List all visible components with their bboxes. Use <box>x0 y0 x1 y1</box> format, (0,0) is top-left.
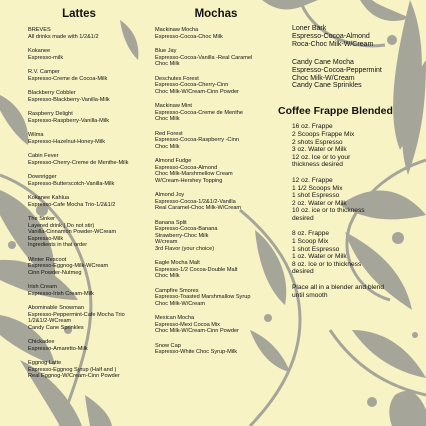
recipe-line: Espresso-Amaretto-Milk <box>28 345 88 352</box>
drink-name: Winter Rescoot <box>28 256 67 263</box>
mochas-continued-list <box>292 25 422 90</box>
drink-name: Blackberry Cobbler <box>28 90 76 96</box>
recipe-line: Espresso-Hazelnut-Honey-Milk <box>28 138 106 145</box>
drink-name: Deschutes Forest <box>155 75 199 82</box>
recipe-line: Choc Milk <box>155 273 180 279</box>
latte-item <box>28 132 148 145</box>
recipe-line: Espresso-Toasted Marshmallow Syrup <box>155 294 251 300</box>
recipe-line: Espresso-Milk <box>28 235 64 242</box>
latte-item <box>28 174 148 187</box>
recipe-line: Espresso-Irish Cream-Milk <box>28 290 94 297</box>
recipe-line: Roca-Choc Milk-W/Cream <box>292 40 374 48</box>
frappe-title: Coffee Frappe Blended <box>278 105 393 118</box>
recipe-line: Real Eggnog-W/Cream-Cinn Powder <box>28 373 120 379</box>
recipe-line: 1 shot Espresso <box>292 192 340 200</box>
drink-name: Loner Bark <box>292 25 327 32</box>
recipe-line: Vanilla-Cinnamon Powder-WCream <box>28 229 117 235</box>
mochas-column <box>155 8 277 364</box>
recipe-line: Espresso-Cocoa-Peppermint <box>292 66 382 74</box>
recipe-line: 12 oz. Ice or to your <box>292 153 351 161</box>
recipe-line: Espresso-Cocoa-Almond <box>292 32 370 40</box>
recipe-line: Espresso-Cocoa-Almond <box>155 164 218 171</box>
latte-item <box>28 69 148 82</box>
mochas-title: Mochas <box>194 8 238 20</box>
recipe-line: 10 oz. ice or to thickness <box>292 207 365 215</box>
recipe-line: 1 oz. Water or Milk <box>292 253 347 261</box>
recipe-line: 3 oz. Water or Milk <box>292 146 347 154</box>
recipe-line: Espresso-Cocoa-Vanilla -Real Caramel <box>155 54 253 61</box>
latte-item <box>28 305 148 331</box>
drink-name: Raspberry Delight <box>28 111 73 117</box>
latte-item <box>28 48 148 61</box>
recipe-line: Espresso-Eggnog Syrup (Half and ) <box>28 366 117 373</box>
frappe-recipe <box>292 177 422 223</box>
drink-name: Place all in a blender and blend <box>292 284 385 292</box>
recipe-line: 1 Scoop Mix <box>292 238 329 246</box>
drink-name: Candy Cane Mocha <box>292 58 354 66</box>
recipe-line: Espresso-Cocoa-Creme de Menthe <box>155 109 243 116</box>
mocha-item <box>155 158 277 184</box>
recipe-line: Choc Milk-W/Cream-Cinn Powder <box>155 88 239 95</box>
drink-name: Cabin Fever <box>28 153 59 159</box>
latte-item <box>28 90 148 103</box>
drink-name: Downrigger <box>28 174 57 180</box>
drink-name: Mexican Mocha <box>155 315 195 321</box>
recipe-line: Espresso-milk <box>28 54 64 61</box>
latte-item <box>28 195 148 208</box>
latte-item <box>28 284 148 297</box>
mocha-item <box>155 288 277 308</box>
recipe-line: Espresso-Raspberry-Vanilla-Milk <box>28 117 110 124</box>
recipe-line: 2 Scoops Frappe Mix <box>292 130 355 138</box>
recipe-line: W/cream <box>155 239 178 245</box>
recipe-line: Strawberry-Choc Milk <box>155 232 209 239</box>
recipe-line: Espresso-Blackberry-Vanilla-Milk <box>28 96 110 103</box>
recipe-line: thickness desired <box>292 161 343 169</box>
recipe-line: Choc Milk-Marshmellow Cream <box>155 171 233 177</box>
latte-item <box>28 153 148 166</box>
recipe-line: desired <box>292 268 314 276</box>
recipe-line: Layered drink ( Do not stir) <box>28 222 95 229</box>
lattes-title: Lattes <box>62 8 96 20</box>
recipe-line: Espresso-White Choc Syrup-Milk <box>155 349 238 355</box>
recipe-line: Espresso-Cafe Mocha Trio-1/2&1/2 <box>28 201 116 208</box>
recipe-line: 1 1/2 Scoops Mix <box>292 184 343 192</box>
drink-name: Irish Cream <box>28 284 57 290</box>
latte-item <box>28 257 148 277</box>
drink-name: Chickadee <box>28 339 55 345</box>
drink-name: Eagle Mocha Malt <box>155 260 200 266</box>
recipe-line: 8 oz. Ice or to thickness <box>292 260 362 268</box>
recipe-line: until smooth <box>292 291 328 299</box>
recipe-line: Espresso-Cocoa-Choc Milk <box>155 33 223 40</box>
recipe-line: Espresso-1/2 Cocoa-Double Malt <box>155 266 238 273</box>
drink-name: R.V. Camper <box>28 69 60 75</box>
recipe-line: Choc Milk-W/Cream <box>292 74 355 82</box>
latte-item <box>28 27 148 40</box>
recipe-line: Choc Milk <box>155 116 180 122</box>
latte-item <box>28 216 148 249</box>
mocha-item <box>155 131 277 151</box>
drink-name: 16 oz. Frappe <box>292 123 333 131</box>
frappe-recipe <box>292 123 422 169</box>
recipe-line: Real Caramel-Choc Milk-W/Cream <box>155 205 242 211</box>
recipe-line: Choc Milk-W/Cream <box>155 300 206 307</box>
lattes-list <box>28 27 148 380</box>
mocha-item <box>155 315 277 335</box>
mocha-item <box>155 192 277 212</box>
mocha-item <box>155 76 277 96</box>
drink-name: Kokanee Kahlua <box>28 195 70 201</box>
recipe-line: Espresso-Peppermint-Cafe Mocha Trio <box>28 311 125 318</box>
recipe-line: Espresso-Cocoa-Raspberry -Cinn <box>155 137 239 143</box>
recipe-line: 2 oz. Water or Milk <box>292 199 347 207</box>
recipe-line: 1 shot Espresso <box>292 245 340 253</box>
drink-name: 8 oz. Frappe <box>292 230 330 238</box>
recipe-line: W/Cream-Hershey Topping <box>155 177 223 184</box>
latte-item <box>28 339 148 352</box>
recipe-line: Espresso-Cocoa-Cherry-Cinn <box>155 82 229 88</box>
recipe-line: Espresso-Cherry-Creme de Menthe-Milk <box>28 159 129 166</box>
recipe-line: Espresso-Butterscotch-Vanilla-Milk <box>28 180 115 187</box>
recipe-line: Espresso-Creme de Cocoa-Milk <box>28 75 108 82</box>
drink-name: Almond Fudge <box>155 158 192 164</box>
mocha-item <box>155 260 277 280</box>
recipe-line: Choc Milk <box>155 61 180 67</box>
recipe-line: Espresso-Cocoa-1/2&1/2-Vanilla <box>155 198 236 205</box>
drink-name: Campfire Smores <box>155 287 199 294</box>
drink-name: Banana Split <box>155 219 187 226</box>
drink-name: Abominable Snowman <box>28 305 84 311</box>
mocha-item <box>292 25 422 49</box>
recipe-line: Espresso-Mexi Cocoa Mix <box>155 321 220 328</box>
recipe-line: desired <box>292 214 314 222</box>
mocha-item <box>155 220 277 253</box>
recipe-line: 3rd Flavor (your choice) <box>155 245 215 252</box>
recipe-line: 2 shots Espresso <box>292 138 343 146</box>
recipe-line: Candy Cane Sprinkles <box>292 82 362 90</box>
recipe-line: Choc Milk <box>155 143 180 150</box>
recipe-line: Ingredients in that order <box>28 242 88 248</box>
drink-name: Mackinaw Mint <box>155 103 192 109</box>
frappe-recipe <box>292 230 422 276</box>
recipe-line: Cinn Powder-Nutmeg <box>28 269 82 276</box>
recipe-line: Espresso-Eggnog-Milk-WCream <box>28 263 109 269</box>
drink-name: Red Forest <box>155 130 183 137</box>
drink-name: Blue Jay <box>155 48 177 54</box>
mochas-list <box>155 27 277 356</box>
mocha-item <box>292 59 422 91</box>
recipe-line: Candy Cane Sprinkles <box>28 324 84 331</box>
recipe-line: Espresso-Cocoa-Banana <box>155 226 218 232</box>
drink-name: 12 oz. Frappe <box>292 176 333 184</box>
right-column <box>278 8 422 307</box>
drink-name: Wilma <box>28 132 44 138</box>
drink-name: BREVES <box>28 27 51 33</box>
drink-name: Eggnog Latte <box>28 360 62 366</box>
recipe-line: 1/2&1/2-WCream <box>28 318 72 324</box>
recipe-line: Choc Milk-W/Cream-Cinn Powder <box>155 328 239 334</box>
drink-name: Snow Cap <box>155 342 181 349</box>
lattes-column <box>28 8 148 388</box>
mocha-item <box>155 103 277 123</box>
latte-item <box>28 360 148 380</box>
frappe-recipe <box>292 284 422 299</box>
drink-name: The Sinker <box>28 216 56 222</box>
drink-name: Kokanee <box>28 48 51 54</box>
drink-name: Almond Joy <box>155 192 185 198</box>
mocha-item <box>155 27 277 40</box>
mocha-item <box>155 48 277 68</box>
recipe-line: All drinks made with 1/2&1/2 <box>28 33 99 40</box>
drink-name: Mackinaw Mocha <box>155 27 199 33</box>
frappe-list <box>292 123 422 299</box>
mocha-item <box>155 343 277 356</box>
latte-item <box>28 111 148 124</box>
